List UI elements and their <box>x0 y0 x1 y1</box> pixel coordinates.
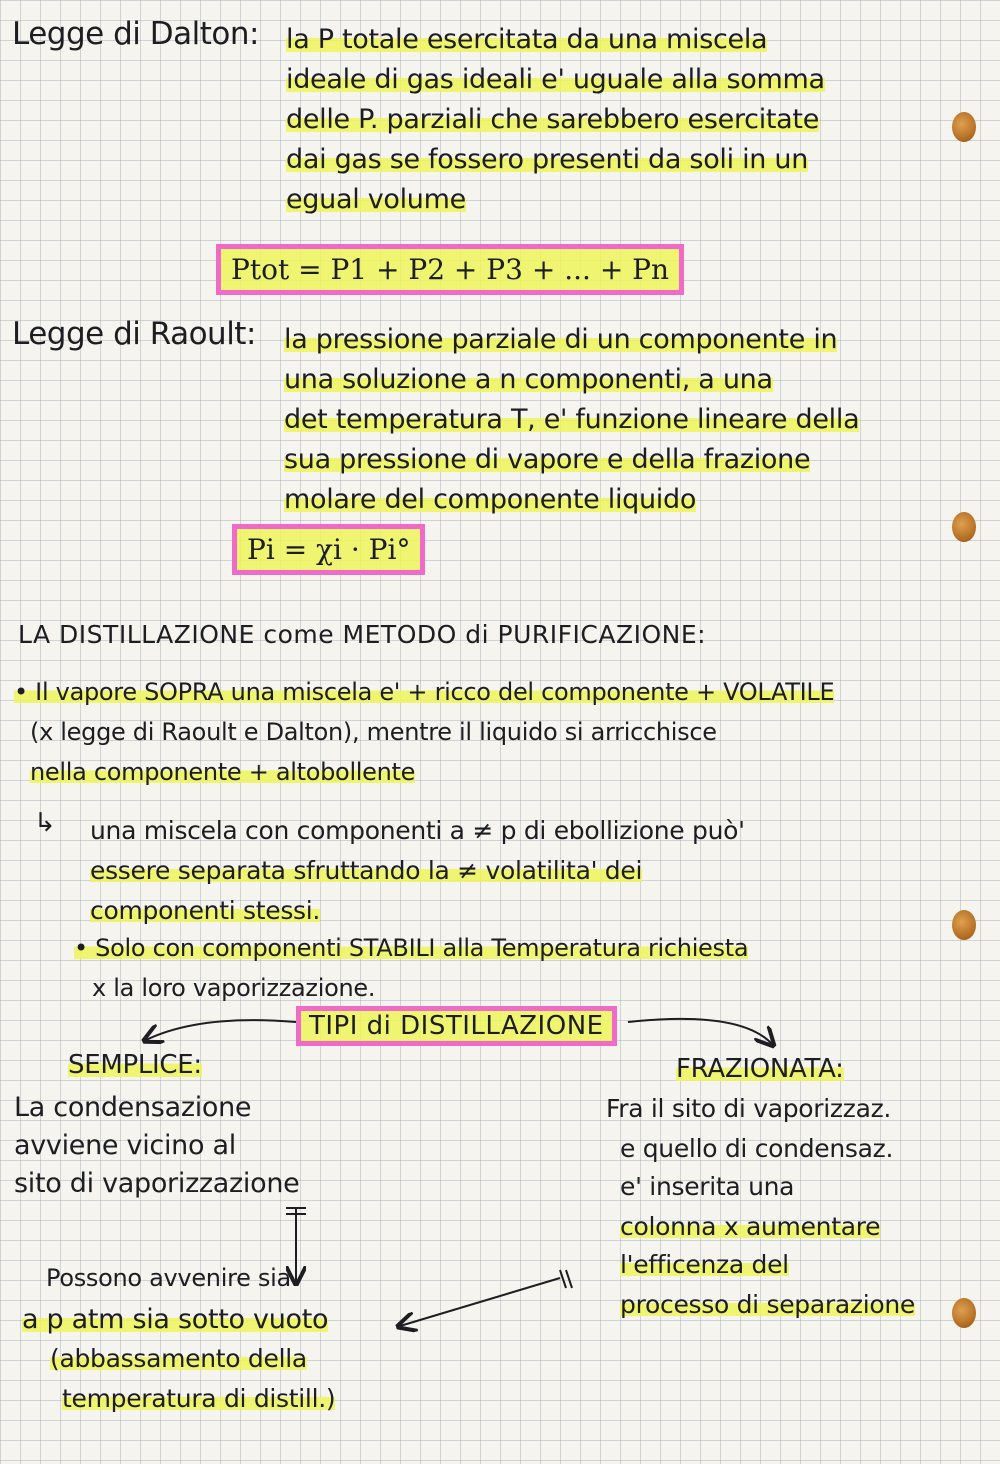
bullet2-line-2: x la loro vaporizzazione. <box>92 974 376 1002</box>
raoult-line-3: det temperatura T, e' funzione lineare della <box>284 404 860 435</box>
tick-frazionata <box>560 1270 572 1288</box>
semplice-line-1: La condensazione <box>14 1092 252 1123</box>
arrow-to-frazionata <box>628 1019 772 1044</box>
frazionata-line-5: l'efficenza del <box>620 1250 789 1279</box>
dalton-line-5: egual volume <box>286 184 466 215</box>
semplice-title: SEMPLICE: <box>68 1050 202 1080</box>
frazionata-line-2: e quello di condensaz. <box>620 1134 894 1163</box>
raoult-line-1: la pressione parziale di un componente in <box>284 324 838 355</box>
frazionata-line-4: colonna x aumentare <box>620 1212 881 1241</box>
frazionata-line-1: Fra il sito di vaporizzaz. <box>606 1094 892 1123</box>
bullet2-line-1: • Solo con componenti STABILI alla Temperatura richiesta <box>74 934 749 962</box>
sub1-line-1: una miscela con componenti a ≠ p di ebollizione può' <box>90 816 745 845</box>
frazionata-title: FRAZIONATA: <box>676 1054 844 1084</box>
possono-line-3: (abbassamento della <box>50 1344 307 1373</box>
bullet1-line-1: • Il vapore SOPRA una miscela e' + ricco del componente + VOLATILE <box>14 678 835 706</box>
dalton-line-1: la P totale esercitata da una miscela <box>286 24 768 55</box>
arrow-to-semplice <box>146 1020 296 1040</box>
dalton-formula: Ptot = P1 + P2 + P3 + ... + Pn <box>216 244 684 295</box>
possono-line-4: temperatura di distill.) <box>62 1384 336 1413</box>
raoult-label: Legge di Raoult: <box>12 316 256 352</box>
sub1-line-2: essere separata sfruttando la ≠ volatilita' dei <box>90 856 643 885</box>
raoult-formula: Pi = χi · Pi° <box>232 524 425 575</box>
possono-line-1: Possono avvenire sia <box>46 1264 291 1292</box>
arrow-frazionata-to-possono <box>400 1278 560 1326</box>
dalton-line-4: dai gas se fossero presenti da soli in un <box>286 144 809 175</box>
semplice-line-2: avviene vicino al <box>14 1130 236 1161</box>
frazionata-line-6: processo di separazione <box>620 1290 915 1319</box>
raoult-line-4: sua pressione di vapore e della frazione <box>284 444 811 475</box>
sub1-line-3: componenti stessi. <box>90 896 321 925</box>
semplice-line-3: sito di vaporizzazione <box>14 1168 300 1199</box>
dalton-label-text: Legge di Dalton: <box>12 16 259 52</box>
tipi-distillazione-box: TIPI di DISTILLAZIONE <box>296 1006 617 1046</box>
possono-line-2: a p atm sia sotto vuoto <box>22 1304 329 1335</box>
frazionata-line-3: e' inserita una <box>620 1172 795 1201</box>
bullet1-line-3: nella componente + altobollente <box>30 758 416 786</box>
sub1-arrow-icon: ↳ <box>34 808 56 838</box>
dalton-line-2: ideale di gas ideali e' uguale alla somma <box>286 64 825 95</box>
dalton-line-3: delle P. parziali che sarebbero esercitate <box>286 104 820 135</box>
raoult-line-5: molare del componente liquido <box>284 484 697 515</box>
bullet1-line-2: (x legge di Raoult e Dalton), mentre il liquido si arricchisce <box>30 718 717 746</box>
distillazione-heading: LA DISTILLAZIONE come METODO di PURIFICAZIONE: <box>18 620 707 649</box>
raoult-line-2: una soluzione a n componenti, a una <box>284 364 773 395</box>
